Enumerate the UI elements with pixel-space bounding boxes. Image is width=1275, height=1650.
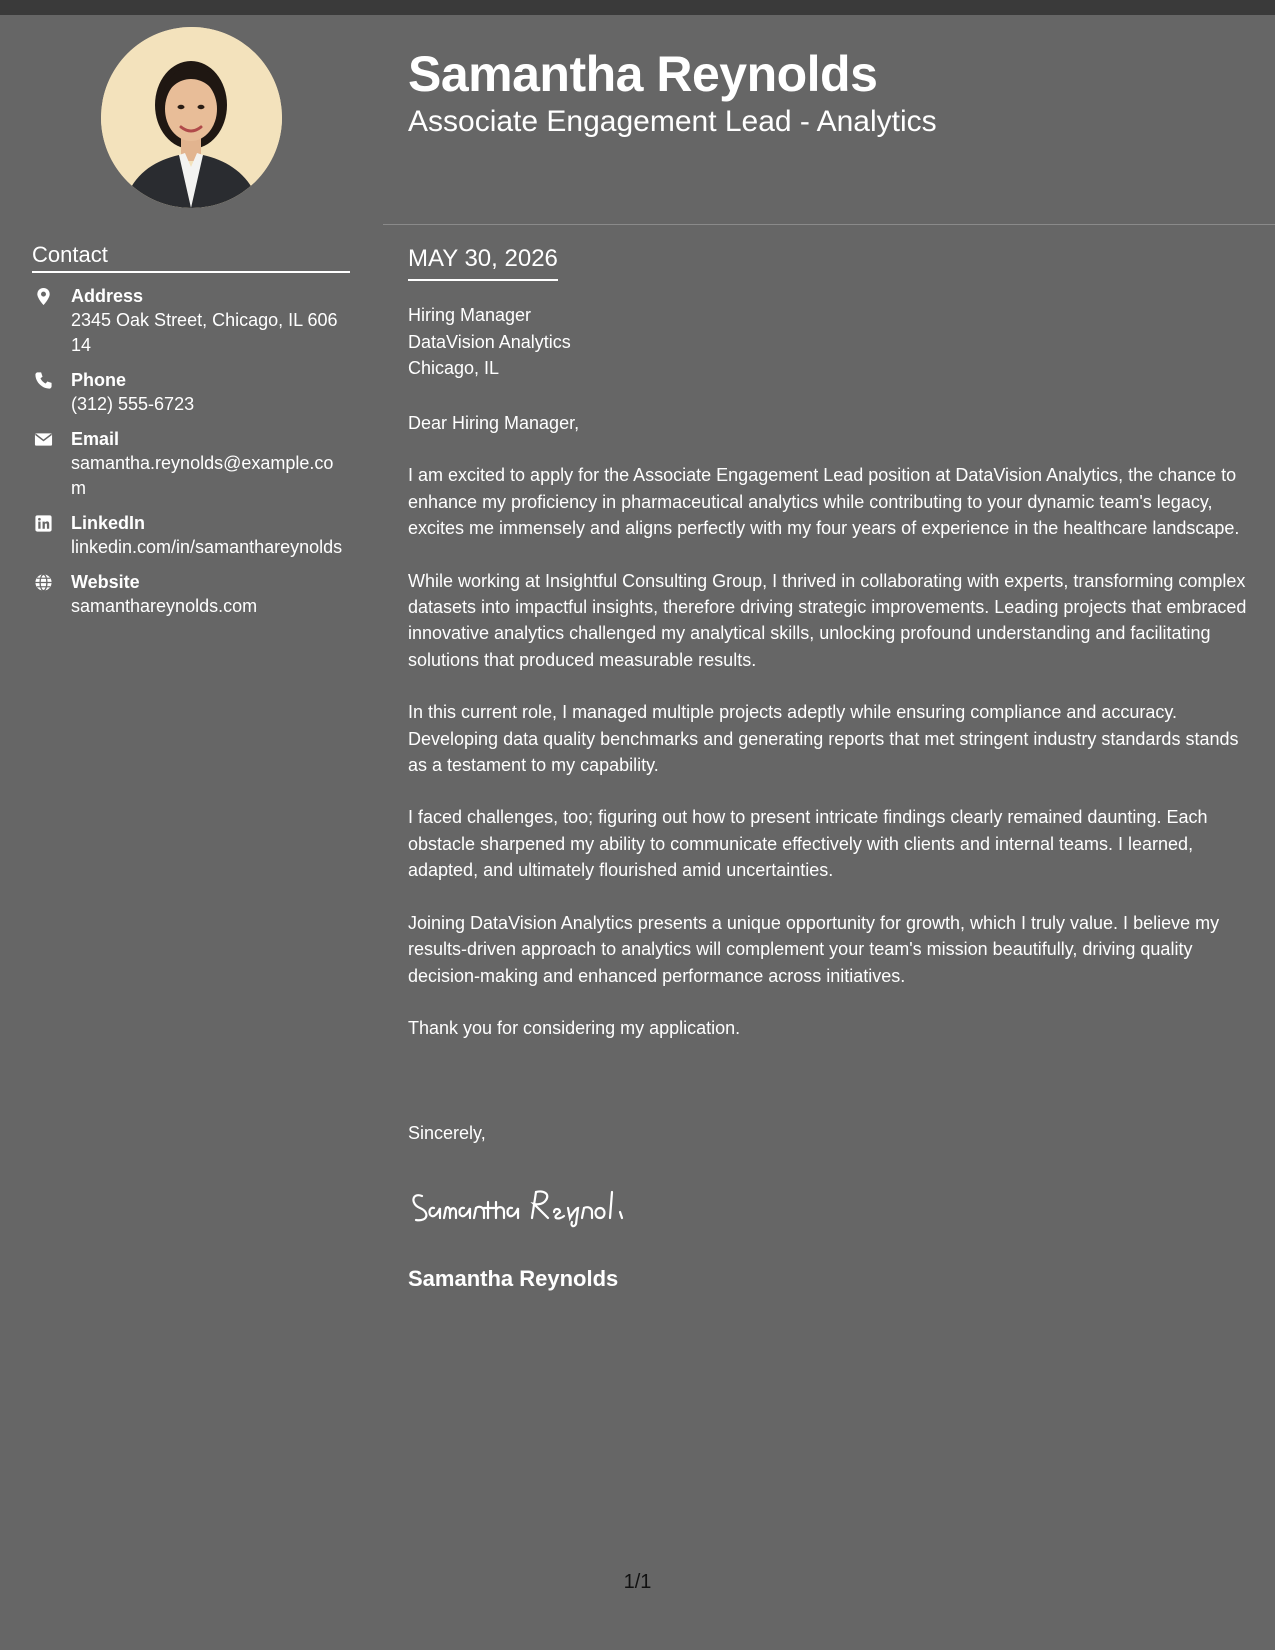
contact-label: Website bbox=[71, 572, 140, 592]
letter-paragraph: I am excited to apply for the Associate Engagement Lead position at DataVision Analytics, the chance to enhance my proficiency in pharmaceutical analytics while contributing to your dynamic team's legacy, excites me immensely and aligns perfectly with my four years of experience in the healthcare landscape. bbox=[408, 465, 1240, 539]
job-title: Associate Engagement Lead - Analytics bbox=[408, 105, 937, 138]
salutation: Dear Hiring Manager, bbox=[408, 413, 580, 433]
page-number: 1/1 bbox=[623, 1571, 652, 1593]
envelope-icon bbox=[34, 430, 53, 449]
header-divider bbox=[383, 224, 1275, 225]
applicant-name: Samantha Reynolds bbox=[408, 46, 878, 102]
letter-body bbox=[408, 410, 1250, 1067]
contact-item-email bbox=[32, 427, 352, 501]
letter-paragraph: Joining DataVision Analytics presents a unique opportunity for growth, which I truly value. I believe my results-driven approach to analytics will complement your team's mission beautifully, driving quality decision-making and enhanced performance across initiatives. bbox=[408, 912, 1220, 986]
letter-paragraph: While working at Insightful Consulting Group, I thrived in collaborating with experts, transforming complex datasets into impactful insights, therefore driving strategic improvements. Leading projects that embraced innovative analytics challenged my analytical skills, unlocking profound understanding and facilitating solutions that produced measurable results. bbox=[408, 570, 1247, 670]
letter-paragraph: In this current role, I managed multiple projects adeptly while ensuring compliance and accuracy. Developing data quality benchmarks and generating reports that met stringent industry standards stands as a testament to my capability. bbox=[408, 702, 1239, 776]
contact-list bbox=[32, 284, 352, 629]
phone-value: (312) 555-6723 bbox=[71, 394, 195, 414]
contact-item-website bbox=[32, 570, 352, 619]
letter-date: MAY 30, 2026 bbox=[408, 244, 558, 281]
recipient-line: Hiring Manager bbox=[408, 305, 532, 325]
phone-icon bbox=[34, 371, 53, 390]
letter-paragraph: I faced challenges, too; figuring out how to present intricate findings clearly remained daunting. Each obstacle sharpened my ability to communicate effectively with clients and internal teams. I learned, adapted, and ultimately flourished amid uncertainties. bbox=[408, 807, 1208, 881]
recipient-block bbox=[408, 302, 571, 382]
letter-paragraph: Thank you for considering my application. bbox=[408, 1017, 741, 1038]
handwritten-signature bbox=[408, 1178, 668, 1228]
contact-heading: Contact bbox=[32, 241, 350, 273]
map-pin-icon bbox=[34, 287, 53, 306]
contact-label: Phone bbox=[71, 370, 127, 390]
top-bar bbox=[0, 0, 1275, 15]
signer-name: Samantha Reynolds bbox=[408, 1266, 619, 1291]
globe-icon bbox=[34, 573, 53, 592]
recipient-line: Chicago, IL bbox=[408, 358, 500, 378]
contact-label: Email bbox=[71, 429, 120, 449]
linkedin-value[interactable]: linkedin.com/in/samanthareynolds bbox=[71, 537, 343, 557]
contact-item-phone bbox=[32, 368, 352, 417]
profile-photo bbox=[101, 27, 282, 208]
address-value: 2345 Oak Street, Chicago, IL 60614 bbox=[71, 310, 338, 355]
contact-item-linkedin bbox=[32, 511, 352, 560]
email-value[interactable]: samantha.reynolds@example.com bbox=[71, 453, 334, 498]
recipient-line: DataVision Analytics bbox=[408, 331, 571, 352]
contact-item-address bbox=[32, 284, 352, 358]
contact-label: Address bbox=[71, 286, 144, 306]
linkedin-icon bbox=[34, 514, 53, 533]
contact-label: LinkedIn bbox=[71, 513, 146, 533]
website-value[interactable]: samanthareynolds.com bbox=[71, 596, 258, 616]
closing: Sincerely, bbox=[408, 1123, 486, 1143]
